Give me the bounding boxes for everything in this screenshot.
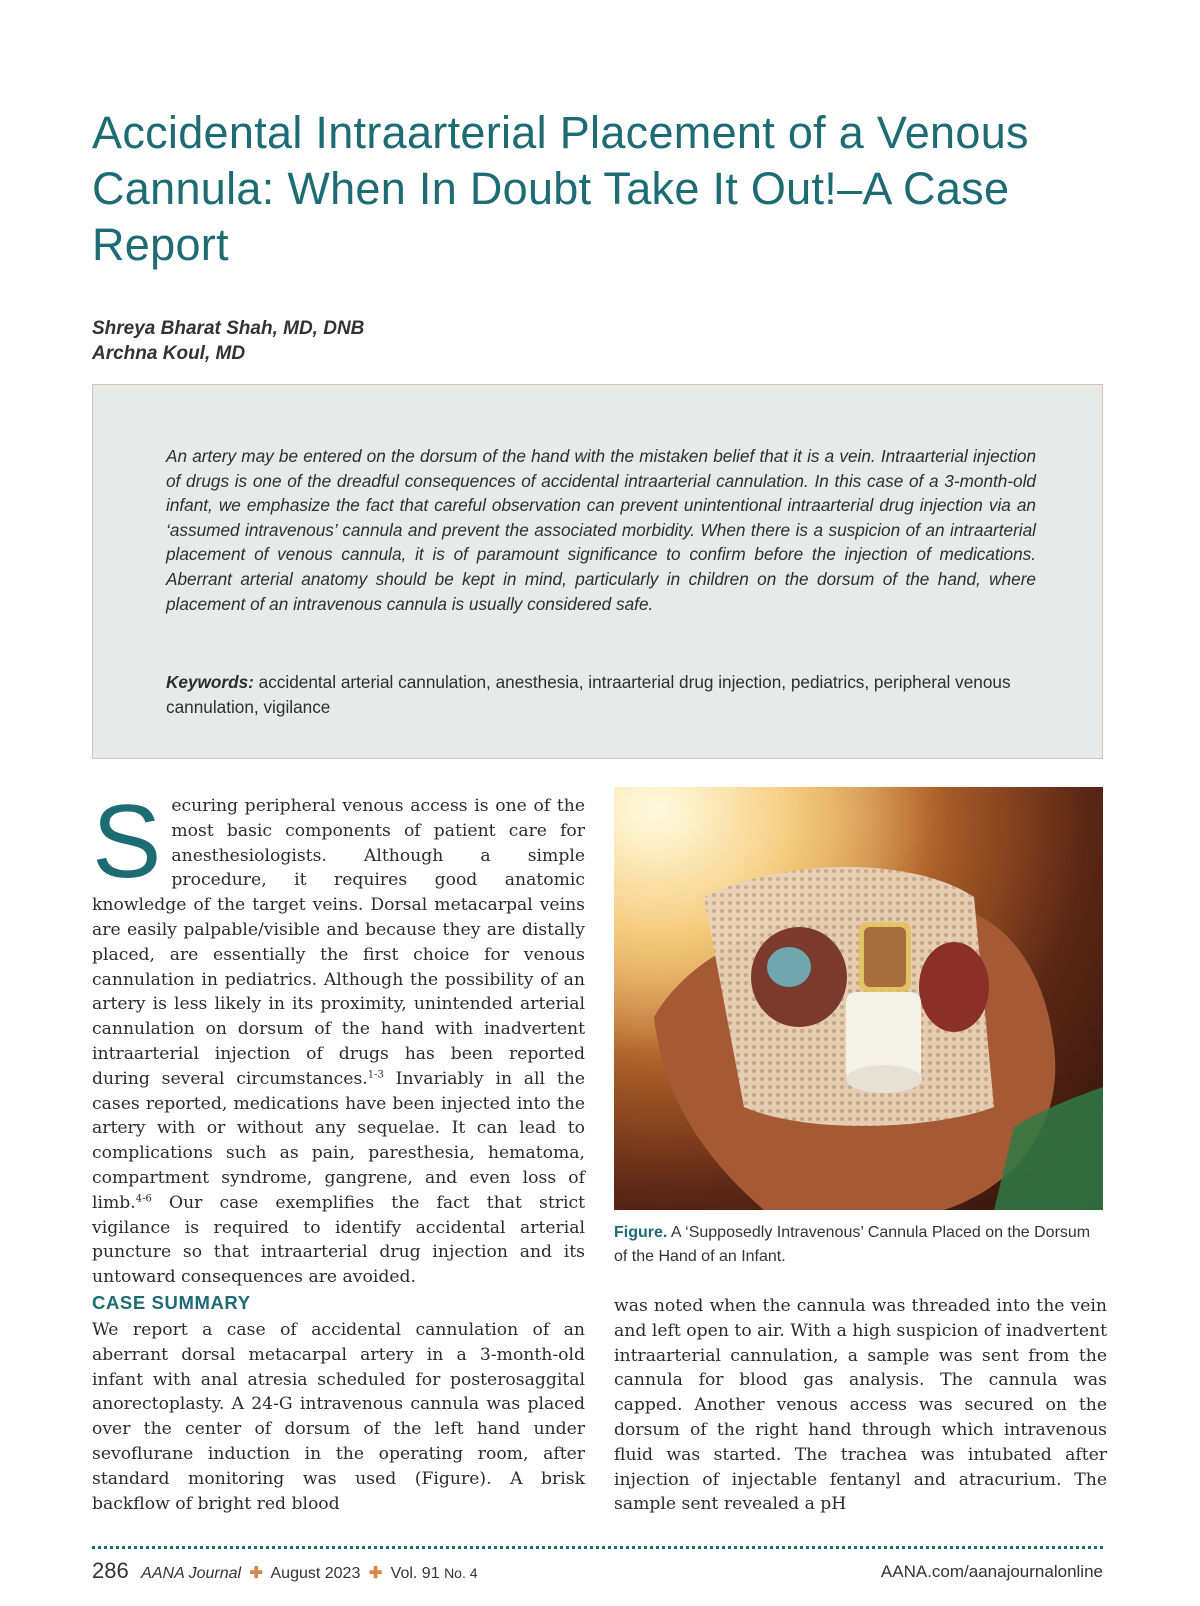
- footer-divider: [92, 1546, 1103, 1549]
- case-summary-right-column: [614, 1294, 1107, 1517]
- separator-icon: ✚: [249, 1565, 263, 1582]
- separator-icon: ✚: [368, 1565, 383, 1582]
- journal-name: AANA Journal: [141, 1565, 242, 1582]
- author-name: Shreya Bharat Shah, MD, DNB: [92, 318, 365, 339]
- hand-photo-illustration: [614, 787, 1103, 1210]
- figure-caption: [614, 1221, 1103, 1269]
- reference-superscript: 4-6: [135, 1193, 152, 1205]
- abstract-text: An artery may be entered on the dorsum of the hand with the mistaken belief that it is a vein. Intraarterial injection of drugs is one of the dreadful consequences of accidental intraarterial cannulation. In this case of a 3-month-old infant, we emphasize the fact that careful observation can prevent unintentional intraarterial drug injection via an ‘assumed intravenous’ cannula and prevent the associated morbidity. When there is a suspicion of an intraarterial placement of venous cannula, it is of paramount significance to confirm before the injection of medications. Aberrant arterial anatomy should be kept in mind, particularly in children on the dorsum of the hand, where placement of an intravenous cannula is usually considered safe.: [166, 446, 1036, 614]
- intro-column: [92, 784, 585, 1290]
- keywords: [166, 670, 1036, 719]
- volume: Vol. 91: [390, 1565, 440, 1582]
- figure-label: Figure.: [614, 1224, 668, 1241]
- page-number: 286: [92, 1558, 129, 1583]
- figure-caption-text: A ‘Supposedly Intravenous’ Cannula Placed on the Dorsum of the Hand of an Infant.: [614, 1224, 1091, 1265]
- keywords-list: accidental arterial cannulation, anesthesia, intraarterial drug injection, pediatrics, peripheral venous cannulation, vigilance: [166, 672, 1011, 717]
- drop-cap: S: [92, 784, 162, 900]
- footer-citation: [92, 1558, 478, 1584]
- reference-superscript: 1-3: [367, 1069, 384, 1081]
- section-heading-case-summary: CASE SUMMARY: [92, 1292, 251, 1313]
- author-name: Archna Koul, MD: [92, 343, 246, 364]
- keywords-label: Keywords:: [166, 672, 254, 692]
- article-title: Accidental Intraarterial Placement of a Venous Cannula: When In Doubt Take It Out!–A Case Report: [92, 107, 1029, 270]
- abstract-box: [92, 384, 1103, 759]
- case-summary-text: We report a case of accidental cannulation of an aberrant dorsal metacarpal artery in a 3-month-old infant with anal atresia scheduled for posterosaggital anorectoplasty. A 24-G intravenous cannula was placed over the center of dorsum of the left hand under sevoflurane induction in the operating room, after standard monitoring was used (Figure). A brisk backflow of bright red blood: [92, 1320, 585, 1514]
- issue-number: No. 4: [444, 1565, 478, 1581]
- case-summary-left-column: [92, 1318, 585, 1516]
- issue-date: August 2023: [270, 1565, 361, 1582]
- author-list: [92, 316, 364, 366]
- figure-photo-infant-hand-cannula: [614, 787, 1103, 1210]
- case-summary-text-continued: was noted when the cannula was threaded into the vein and left open to air. With a high suspicion of inadvertent intraarterial cannulation, a sample was sent from the cannula for blood gas analysis. The cannula was capped. Another venous access was secured on the dorsum of the right hand through which intravenous fluid was started. The trachea was intubated after injection of injectable fentanyl and atracurium. The sample sent revealed a pH: [614, 1296, 1107, 1515]
- intro-paragraph: Securing peripheral venous access is one of the most basic components of patient care for anesthesiologists. Although a simple procedure, it requires good anatomic knowledge of the target veins. Dorsal metacarpal veins are easily palpable/visible and because they are distally placed, are essentially the first choice for venous cannulation in pediatrics. Although the possibility of an artery is less likely in its proximity, unintended arterial cannulation on dorsum of the hand with inadvertent intraarterial injection of drugs has been reported during several circumstances.$^{1-3}$ Invariably in all the cases reported, medications have been injected into the artery with or without any sequelae. It can lead to complications such as pain, paresthesia, hematoma, compartment syndrome, gangrene, and even loss of limb.$^{4-6}$ Our case exemplifies the fact that strict vigilance is required to identify accidental arterial puncture so that intraarterial drug injection and its untoward consequences are avoided.: [92, 784, 585, 1288]
- journal-website: AANA.com/aanajournalonline: [880, 1562, 1103, 1581]
